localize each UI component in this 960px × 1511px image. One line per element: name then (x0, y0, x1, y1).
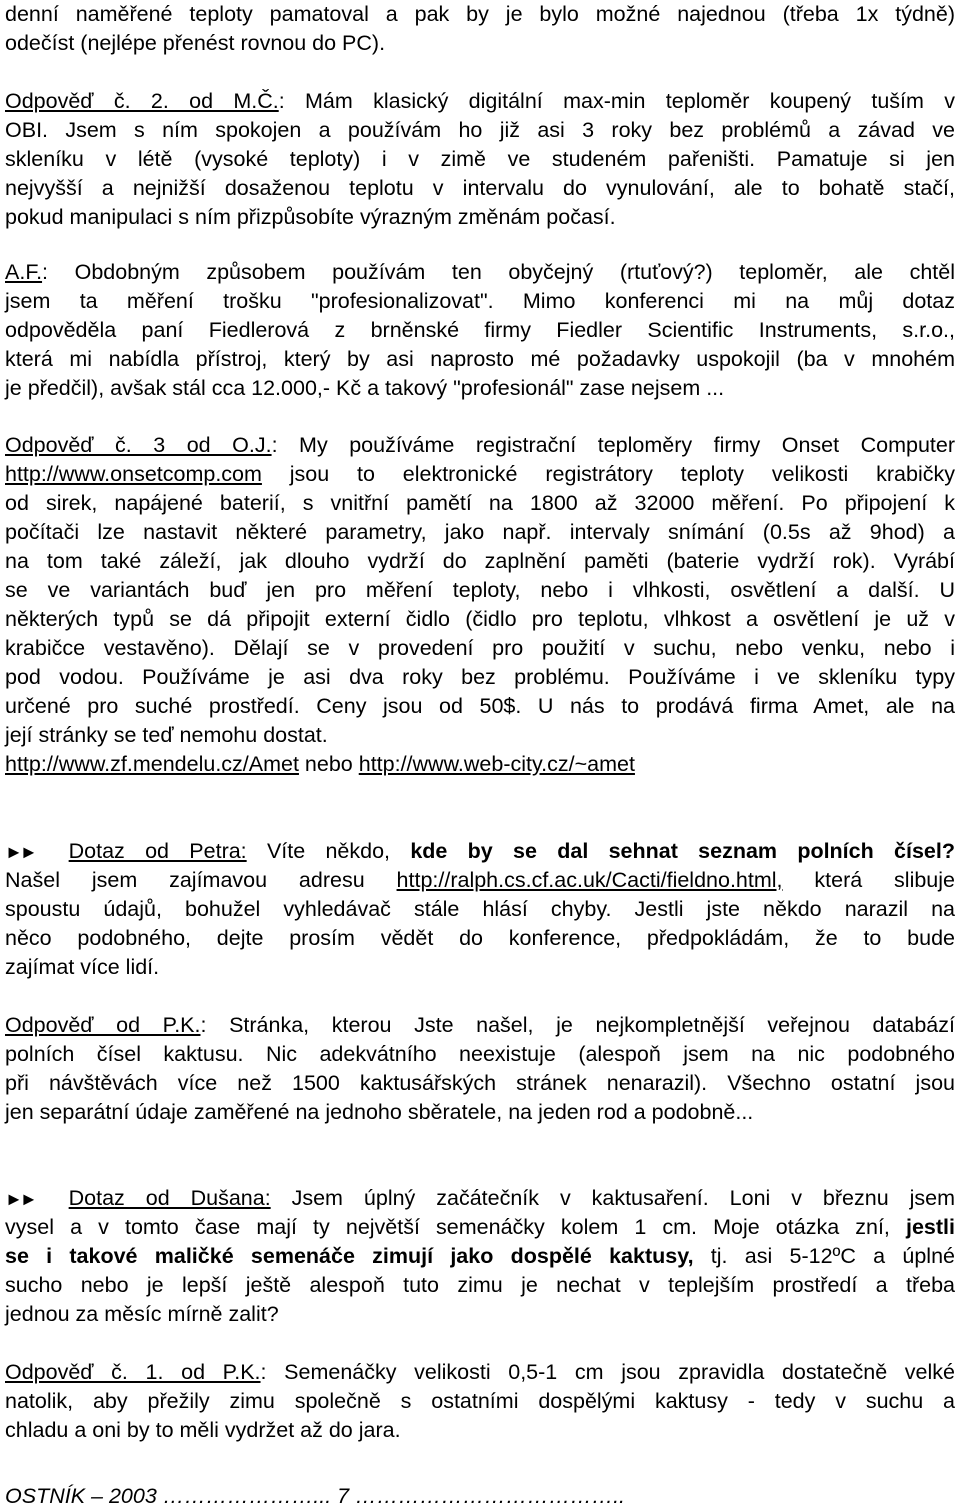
answer-heading-line: A.F.: Obdobným způsobem používám ten obyčejný (rtuťový?) teploměr, ale chtěl (5, 260, 955, 284)
web-city-link[interactable]: http://www.web-city.cz/~amet (358, 752, 635, 776)
text-line: na tom také záleží, jak dlouho vydrží do zaplnění paměti (baterie vydrží rok). Vyrábí (5, 549, 955, 573)
text-line: chladu a oni by to měli vydržet až do jara. (5, 1418, 401, 1442)
answer-heading-line: Odpověď č. 1. od P.K.: Semenáčky velikosti 0,5-1 cm jsou zpravidla dostatečně velké (5, 1360, 955, 1384)
text-line: spoustu údajů, bohužel vyhledávač stále hlásí chyby. Jestli jste někdo narazil na (5, 897, 955, 921)
text-line: určené pro suché prostředí. Ceny jsou od 50$. U nás to prodává firma Amet, ale na (5, 694, 955, 718)
text-line: denní naměřené teploty pamatoval a pak by je bylo možné najednou (třeba 1x týdně) (5, 2, 955, 26)
answer-author: Odpověď č. 3 od O.J. (5, 433, 272, 457)
text-line: Našel jsem zajímavou adresu http://ralph.cs.cf.ac.uk/Cacti/fieldno.html, která slibuje (5, 868, 956, 892)
question-author: Dotaz od Petra: (68, 839, 247, 863)
text-line: jednou za měsíc mírně zalit? (5, 1302, 279, 1326)
text-line: krabičce vestavěno). Dělají se v provedení pro použití v suchu, nebo venku, nebo i (5, 636, 955, 660)
text-line: při návštěvách více než 1500 kaktusářských stránek nenarazil). Všechno ostatní jsou (5, 1071, 955, 1095)
answer-author: Odpověď od P.K. (5, 1013, 201, 1037)
onset-link[interactable]: http://www.onsetcomp.com (5, 462, 262, 486)
page-footer: OSTNÍK – 2003 …………………... 7 ……………………………….. (5, 1484, 626, 1508)
text-line: některých typů se dá připojit externí čidlo (čidlo pro teplotu, vlhkost a osvětlení je už v (5, 607, 955, 631)
text-line: počítači lze nastavit některé parametry, jako např. intervaly snímání (0.5s až 9hod) a (5, 520, 955, 544)
text-line: od sirek, napájené baterií, s vnitřní pamětí na 1800 až 32000 měření. Po připojení k (5, 491, 955, 515)
text-line: skleníku v létě (vysoké teploty) i v zimě ve studeném pařeništi. Pamatuje si jen (5, 147, 955, 171)
text-line: OBI. Jsem s ním spokojen a používám ho již asi 3 roky bez problémů a závad ve (5, 118, 955, 142)
question-heading-line: ►► Dotaz od Petra: Víte někdo, kde by se dal sehnat seznam polních čísel? (5, 839, 955, 863)
text-line: nejvyšší a nejnižší dosaženou teplotu v intervalu do vynulování, ale to bohatě stačí, (5, 176, 955, 200)
answer-author: Odpověď č. 1. od P.K. (5, 1360, 261, 1384)
answer-heading-line: Odpověď č. 2. od M.Č.: Mám klasický digitální max-min teploměr koupený tuším v (5, 89, 955, 113)
answer-author: Odpověď č. 2. od M.Č. (5, 89, 279, 113)
text-line: její stránky se teď nemohu dostat. (5, 723, 328, 747)
text-line: http://www.onsetcomp.com jsou to elektronické registrátory teploty velikosti krabičky (5, 462, 955, 486)
question-author: Dotaz od Dušana: (68, 1186, 271, 1210)
question-heading-line: ►► Dotaz od Dušana: Jsem úplný začátečník v kaktusaření. Loni v březnu jsem (5, 1186, 955, 1210)
text-line: sucho nebo je lepší ještě alespoň tuto zimu je nechat v teplejším prostředí a třeba (5, 1273, 955, 1297)
text-line: vysel a v tomto čase mají ty největší semenáčky kolem 1 cm. Moje otázka zní, jestli (5, 1215, 955, 1239)
fieldno-link[interactable]: http://ralph.cs.cf.ac.uk/Cacti/fieldno.html, (396, 868, 783, 892)
text-line: natolik, aby přežily zimu společně s ostatními dospělými kaktusy - tedy v suchu a (5, 1389, 955, 1413)
answer-heading-line: Odpověď od P.K.: Stránka, kterou Jste našel, je nejkompletnější veřejnou databází (5, 1013, 955, 1037)
double-arrow-icon: ►► (5, 842, 35, 862)
text-line: která mi nabídla přístroj, který by asi naprosto mé požadavky uspokojil (ba v mnohém (5, 347, 955, 371)
answer-heading-line: Odpověď č. 3 od O.J.: My používáme registrační teploměry firmy Onset Computer (5, 433, 955, 457)
text-line: odečíst (nejlépe přenést rovnou do PC). (5, 31, 386, 55)
text-line: něco podobného, dejte prosím vědět do konference, předpokládám, že to bude (5, 926, 955, 950)
text-line: zajímat více lidí. (5, 955, 160, 979)
answer-author: A.F. (5, 260, 43, 284)
double-arrow-icon: ►► (5, 1189, 35, 1209)
text-line: se ve variantách buď jen pro měření teploty, nebo i vlhkosti, osvětlení a další. U (5, 578, 955, 602)
text-line: pod vodou. Používáme je asi dva roky bez problému. Používáme i ve skleníku typy (5, 665, 955, 689)
amet-link[interactable]: http://www.zf.mendelu.cz/Amet (5, 752, 299, 776)
text-line: je předčil), avšak stál cca 12.000,- Kč a takový "profesionál" zase nejsem ... (5, 376, 725, 400)
text-line: pokud manipulaci s ním přizpůsobíte výrazným změnám počasí. (5, 205, 616, 229)
text-line: jsem ta měření trošku "profesionalizovat". Mimo konferenci mi na můj dotaz (5, 289, 955, 313)
text-line: odpověděla paní Fiedlerová z brněnské firmy Fiedler Scientific Instruments, s.r.o., (5, 318, 955, 342)
text-line: jen separátní údaje zaměřené na jednoho sběratele, na jeden rod a podobně... (5, 1100, 754, 1124)
text-line: http://www.zf.mendelu.cz/Amet nebo http://www.web-city.cz/~amet (5, 752, 635, 776)
text-line: se i takové maličké semenáče zimují jako dospělé kaktusy, tj. asi 5-12ºC a úplné (5, 1244, 955, 1268)
text-line: polních čísel kaktusu. Nic adekvátního neexistuje (alespoň jsem na nic podobného (5, 1042, 955, 1066)
